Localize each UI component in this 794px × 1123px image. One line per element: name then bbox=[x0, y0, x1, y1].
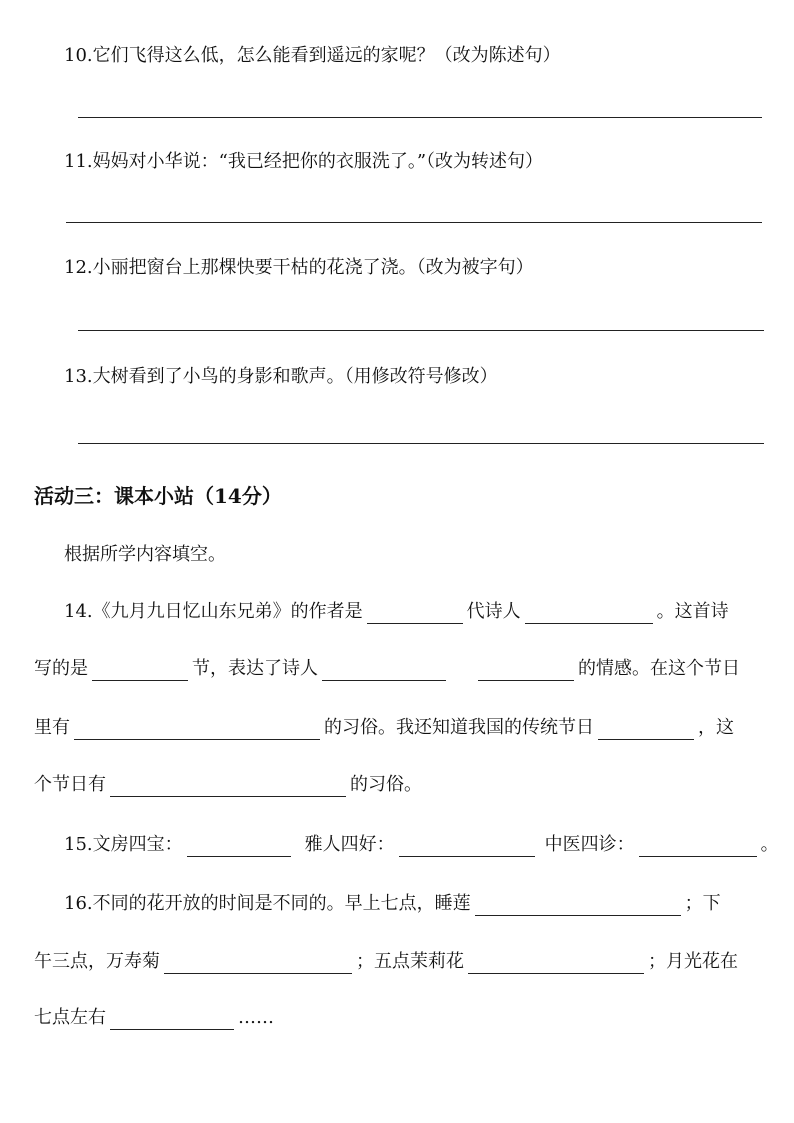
question-text: 的情感。在这个节日 bbox=[578, 658, 740, 679]
question-text: ，这 bbox=[698, 717, 734, 738]
blank-water-lily[interactable] bbox=[475, 895, 681, 916]
blank-emotion-1[interactable] bbox=[322, 660, 446, 681]
blank-other-festival[interactable] bbox=[598, 719, 694, 740]
blank-festival[interactable] bbox=[92, 660, 188, 681]
question-number: 11. bbox=[64, 151, 93, 172]
question-16-line-3 bbox=[34, 1006, 274, 1030]
question-text: 14.《九月九日忆山东兄弟》的作者是 bbox=[64, 601, 363, 622]
question-text: 它们飞得这么低，怎么能看到遥远的家呢？（改为陈述句） bbox=[92, 45, 561, 66]
question-11 bbox=[64, 150, 543, 174]
question-text: 节，表达了诗人 bbox=[192, 658, 318, 679]
question-16-line-2 bbox=[34, 950, 738, 974]
answer-line-13[interactable] bbox=[78, 443, 764, 444]
blank-marigold[interactable] bbox=[164, 953, 352, 974]
question-text: ；下 bbox=[684, 893, 721, 914]
question-text: ；五点茉莉花 bbox=[356, 951, 464, 972]
question-text: 16.不同的花开放的时间是不同的。早上七点，睡莲 bbox=[64, 893, 471, 914]
question-text: 午三点，万寿菊 bbox=[34, 951, 160, 972]
question-15 bbox=[64, 833, 779, 857]
question-text: 中医四诊： bbox=[544, 834, 635, 855]
answer-line-11[interactable] bbox=[66, 222, 762, 223]
answer-line-10[interactable] bbox=[78, 117, 762, 118]
blank-moonflower[interactable] bbox=[110, 1009, 234, 1030]
question-text: 的习俗。我还知道我国的传统节日 bbox=[324, 717, 594, 738]
section-instruction: 根据所学内容填空。 bbox=[64, 544, 226, 565]
question-text: 的习俗。 bbox=[350, 774, 422, 795]
question-14-line-1 bbox=[64, 600, 729, 624]
question-13 bbox=[64, 365, 498, 389]
question-14-line-4 bbox=[34, 773, 422, 797]
question-number: 10. bbox=[64, 45, 93, 66]
blank-emotion-2[interactable] bbox=[478, 660, 574, 681]
question-text: 里有 bbox=[34, 717, 70, 738]
question-text: 。 bbox=[760, 834, 779, 855]
blank-four-hobbies[interactable] bbox=[399, 836, 535, 857]
blank-four-treasures[interactable] bbox=[187, 836, 291, 857]
question-number: 13. bbox=[64, 366, 93, 387]
question-text: 妈妈对小华说：“我已经把你的衣服洗了。”（改为转述句） bbox=[92, 151, 544, 172]
question-text: 大树看到了小鸟的身影和歌声。（用修改符号修改） bbox=[92, 366, 498, 387]
question-text: 15.文房四宝： bbox=[64, 834, 183, 855]
question-text: 个节日有 bbox=[34, 774, 106, 795]
question-number: 12. bbox=[64, 257, 93, 278]
question-text: 七点左右 bbox=[34, 1007, 106, 1028]
question-12 bbox=[64, 256, 534, 280]
question-text: 雅人四好： bbox=[304, 834, 395, 855]
section-heading: 活动三：课本小站（14分） bbox=[34, 484, 282, 508]
blank-other-custom[interactable] bbox=[110, 776, 346, 797]
blank-jasmine[interactable] bbox=[468, 953, 644, 974]
blank-four-diagnoses[interactable] bbox=[639, 836, 757, 857]
blank-poet[interactable] bbox=[525, 603, 653, 624]
question-14-line-3 bbox=[34, 716, 734, 740]
question-14-line-2 bbox=[34, 657, 740, 681]
question-text: ；月光花在 bbox=[648, 951, 738, 972]
question-10 bbox=[64, 44, 561, 68]
question-text: …… bbox=[238, 1007, 274, 1028]
question-text: 。这首诗 bbox=[656, 601, 729, 622]
question-16-line-1 bbox=[64, 892, 721, 916]
blank-dynasty[interactable] bbox=[367, 603, 463, 624]
question-text: 写的是 bbox=[34, 658, 88, 679]
blank-custom[interactable] bbox=[74, 719, 320, 740]
question-text: 小丽把窗台上那棵快要干枯的花浇了浇。（改为被字句） bbox=[92, 257, 534, 278]
answer-line-12[interactable] bbox=[78, 330, 764, 331]
question-text: 代诗人 bbox=[466, 601, 521, 622]
